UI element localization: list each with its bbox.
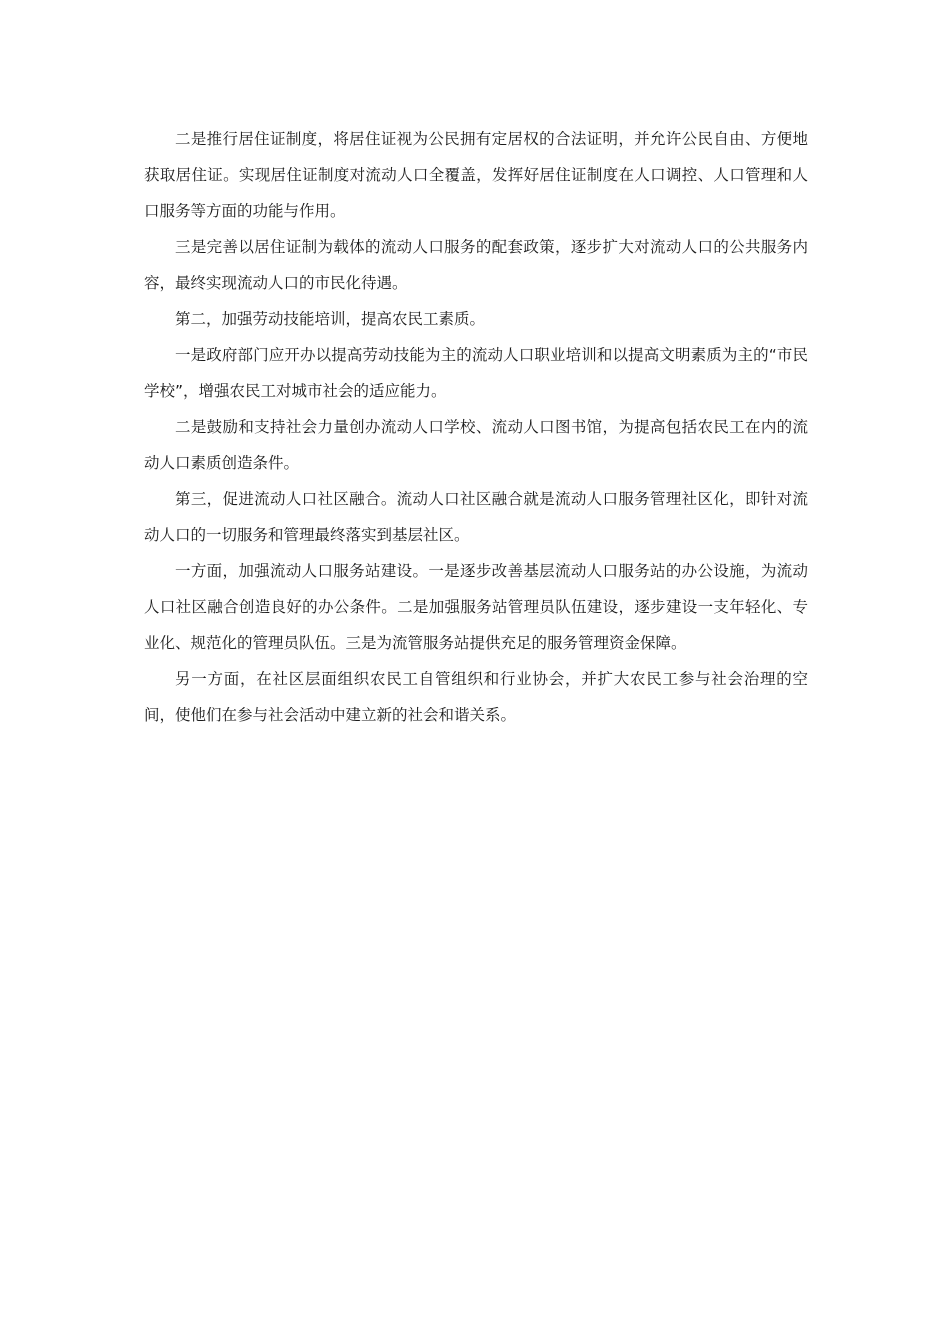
paragraph-vocational-training: 一是政府部门应开办以提高劳动技能为主的流动人口职业培训和以提高文明素质为主的“市民学校”，增强农民工对城市社会的适应能力。: [144, 346, 808, 400]
paragraph-social-forces: 二是鼓励和支持社会力量创办流动人口学校、流动人口图书馆，为提高包括农民工在内的流动人口素质创造条件。: [144, 418, 808, 472]
paragraph-self-management: 另一方面，在社区层面组织农民工自管组织和行业协会，并扩大农民工参与社会治理的空间，使他们在参与社会活动中建立新的社会和谐关系。: [144, 670, 808, 724]
paragraph-supporting-policies: 三是完善以居住证制为载体的流动人口服务的配套政策，逐步扩大对流动人口的公共服务内容，最终实现流动人口的市民化待遇。: [144, 238, 808, 292]
paragraph-residence-permit: 二是推行居住证制度，将居住证视为公民拥有定居权的合法证明，并允许公民自由、方便地获取居住证。实现居住证制度对流动人口全覆盖，发挥好居住证制度在人口调控、人口管理和人口服务等方面的功能与作用。: [144, 130, 808, 220]
document-body: [144, 121, 808, 733]
paragraph-service-stations: 一方面，加强流动人口服务站建设。一是逐步改善基层流动人口服务站的办公设施，为流动人口社区融合创造良好的办公条件。二是加强服务站管理员队伍建设，逐步建设一支年轻化、专业化、规范化的管理员队伍。三是为流管服务站提供充足的服务管理资金保障。: [144, 562, 808, 652]
paragraph-section-two-heading: 第二，加强劳动技能培训，提高农民工素质。: [175, 310, 486, 328]
paragraph-section-three-heading: 第三，促进流动人口社区融合。流动人口社区融合就是流动人口服务管理社区化，即针对流动人口的一切服务和管理最终落实到基层社区。: [144, 490, 808, 544]
